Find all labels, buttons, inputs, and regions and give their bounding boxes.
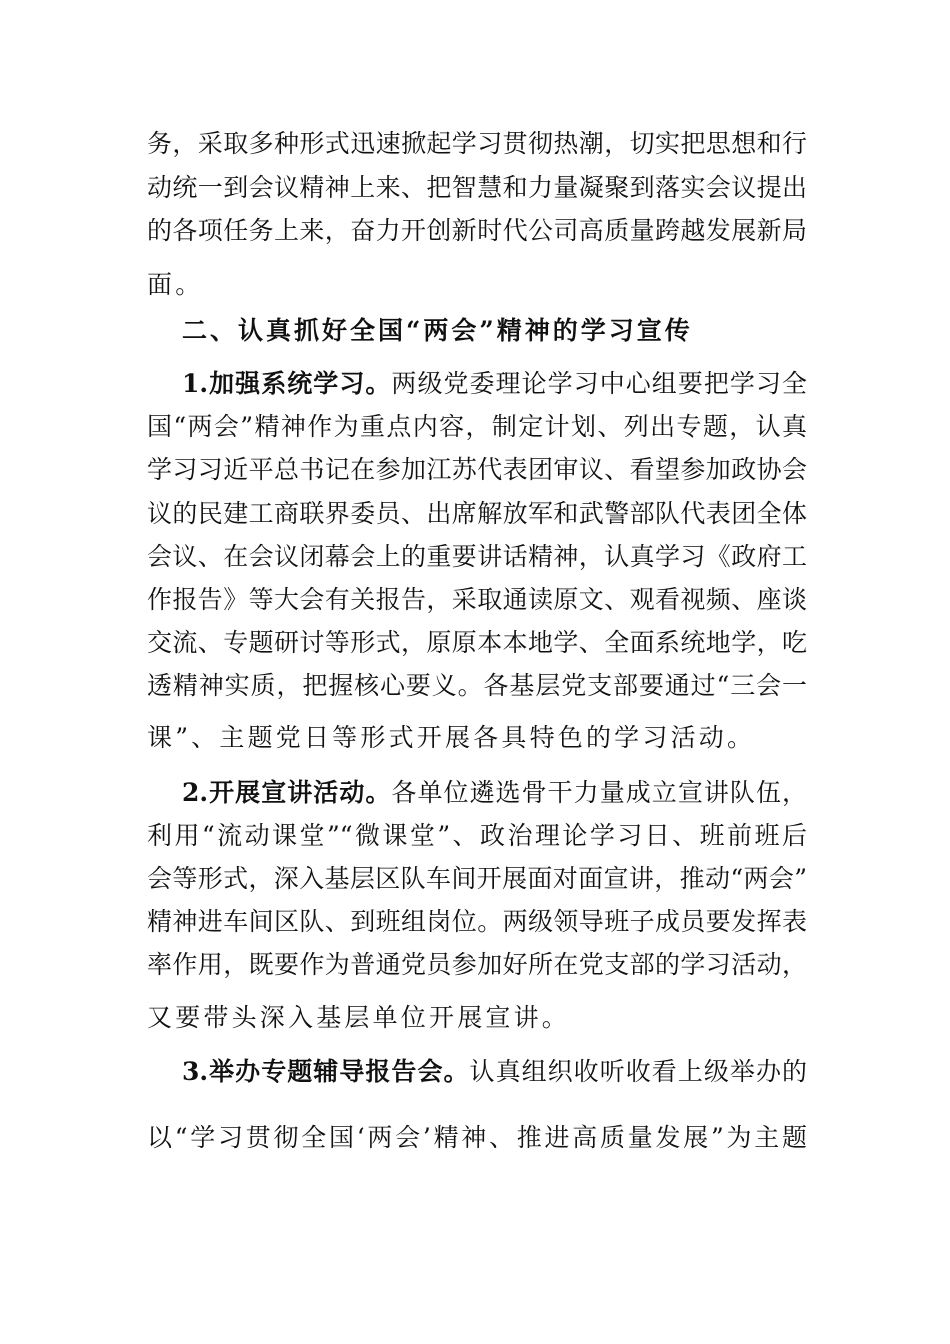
section-heading: 二、认真抓好全国“两会”精神的学习宣传 (182, 316, 693, 345)
item1-title: 1.加强系统学习。 (182, 369, 392, 398)
item2-line: 精神进车间区队、到班组岗位。两级领导班子成员要发挥表 (147, 907, 807, 936)
item1-first-line (182, 364, 807, 404)
item1-line: 学习习近平总书记在参加江苏代表团审议、看望参加政协会 (147, 455, 807, 484)
item3-line: 以“学习贯彻全国‘两会’精神、推进高质量发展”为主题 (147, 1123, 807, 1152)
item2-line: 又要带头深入基层单位开展宣讲。 (147, 1003, 571, 1032)
item2-line: 利用“流动课堂”“微课堂”、政治理论学习日、班前班后 (147, 821, 807, 850)
item1-line: 国“两会”精神作为重点内容，制定计划、列出专题，认真 (147, 412, 807, 441)
intro-line-2: 动统一到会议精神上来、把智慧和力量凝聚到落实会议提出 (147, 173, 807, 202)
item2-line: 率作用，既要作为普通党员参加好所在党支部的学习活动， (147, 950, 807, 979)
intro-line-3: 的各项任务上来，奋力开创新时代公司高质量跨越发展新局 (147, 216, 807, 245)
item1-line: 交流、专题研讨等形式，原原本本地学、全面系统地学，吃 (147, 628, 807, 657)
item2-title: 2.开展宣讲活动。 (182, 778, 392, 807)
item1-line: 会议、在会议闭幕会上的重要讲话精神，认真学习《政府工 (147, 542, 807, 571)
item2-first-line-text: 各单位遴选骨干力量成立宣讲队伍， (391, 778, 807, 807)
item3-title: 3.举办专题辅导报告会。 (182, 1057, 470, 1086)
item3-first-line (182, 1052, 807, 1092)
item1-line: 作报告》等大会有关报告，采取通读原文、观看视频、座谈 (147, 585, 807, 614)
item3-first-line-text: 认真组织收听收看上级举办的 (469, 1057, 807, 1086)
item2-line: 会等形式，深入基层区队车间开展面对面宣讲，推动“两会” (147, 864, 807, 893)
intro-line-4: 面。 (147, 270, 204, 299)
intro-line-1: 务，采取多种形式迅速掀起学习贯彻热潮，切实把思想和行 (147, 129, 807, 158)
item1-line: 议的民建工商联界委员、出席解放军和武警部队代表团全体 (147, 499, 807, 528)
item1-first-line-text: 两级党委理论学习中心组要把学习全 (391, 369, 807, 398)
item1-line: 课”、主题党日等形式开展各具特色的学习活动。 (147, 723, 756, 752)
item1-line: 透精神实质，把握核心要义。各基层党支部要通过“三会一 (147, 671, 807, 700)
item2-first-line (182, 773, 807, 813)
